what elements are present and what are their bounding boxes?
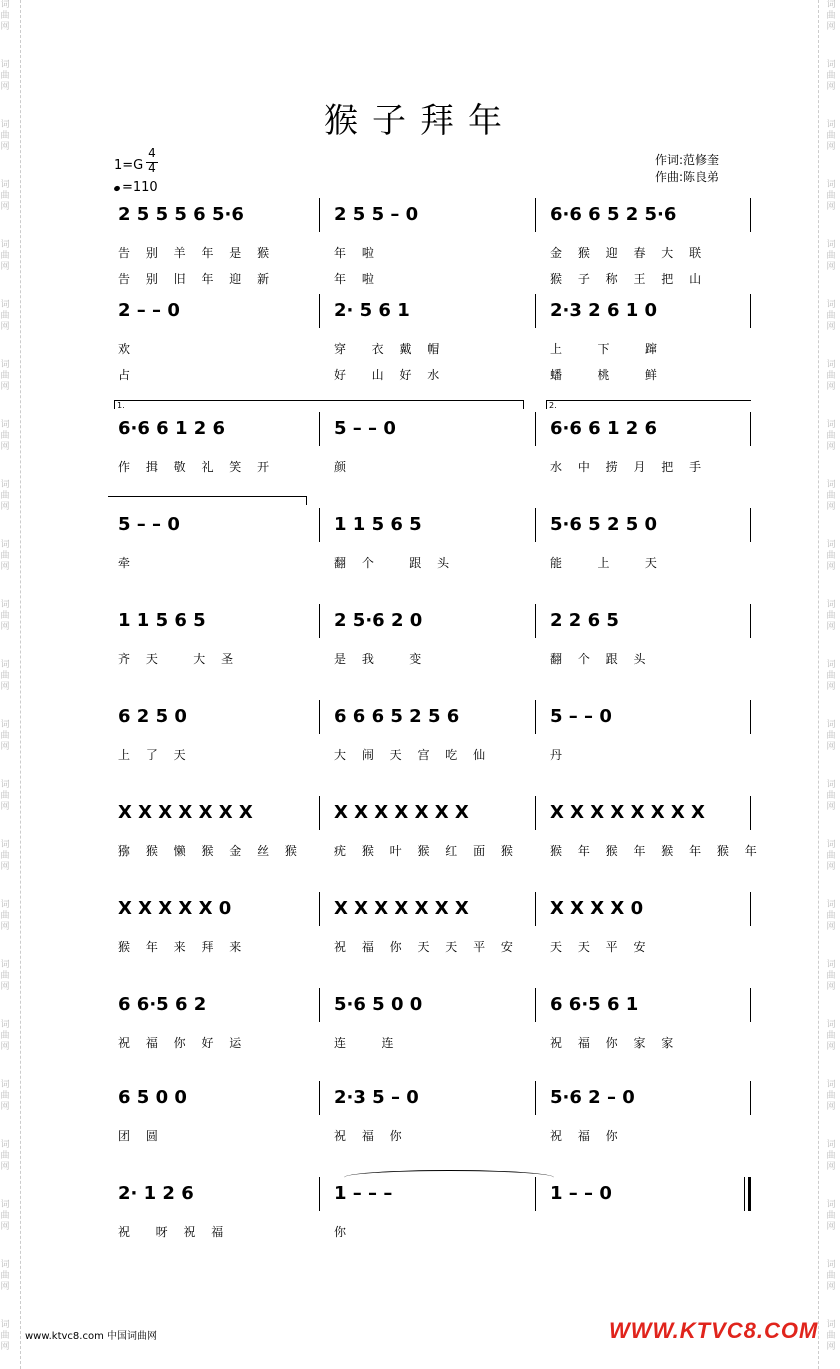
watermark-text: 词 曲 网	[826, 840, 836, 872]
barline	[535, 700, 536, 734]
barline	[535, 604, 536, 638]
right-margin-line	[818, 0, 819, 1369]
left-margin-line	[20, 0, 21, 1369]
barline	[319, 508, 320, 542]
measure-notes: X X X X 0	[550, 898, 644, 919]
measure-notes: 2·3 5 – 0	[334, 1087, 419, 1108]
watermark-text: 词 曲 网	[826, 360, 836, 392]
barline	[319, 294, 320, 328]
barline	[319, 700, 320, 734]
quarter-note-icon	[113, 185, 120, 192]
lyric-line: 年 啦	[334, 272, 380, 286]
watermark-text: 词 曲 网	[0, 1020, 10, 1052]
lyric-line: 祝 福 你	[550, 1129, 624, 1143]
watermark-text: 词 曲 网	[826, 300, 836, 332]
barline	[535, 1081, 536, 1115]
volta-bracket-continuation	[108, 496, 307, 505]
measure-notes: 6 5 0 0	[118, 1087, 187, 1108]
lyric-line: 天 天 平 安	[550, 940, 652, 954]
measure-notes: 6 6 6 5 2 5 6	[334, 706, 460, 727]
watermark-text: 词 曲 网	[826, 600, 836, 632]
lyricist: 作词:范修奎	[655, 153, 720, 167]
lyric-line: 告 别 旧 年 迎 新	[118, 272, 276, 286]
lyric-line: 欢	[118, 342, 137, 356]
measure-notes: 6 6·5 6 1	[550, 994, 639, 1015]
watermark-text: 词 曲 网	[0, 420, 10, 452]
volta-bracket-first	[114, 400, 524, 409]
lyric-line: 丹	[550, 748, 569, 762]
watermark-text: 词 曲 网	[826, 1200, 836, 1232]
watermark-text: 词 曲 网	[0, 540, 10, 572]
measure-notes: 2 5 5 – 0	[334, 204, 419, 225]
barline	[535, 508, 536, 542]
barline	[535, 892, 536, 926]
lyric-line: 猕 猴 懒 猴 金 丝 猴	[118, 844, 303, 858]
composer: 作曲:陈良弟	[655, 170, 720, 184]
barline	[535, 198, 536, 232]
measure-notes: 1 1 5 6 5	[118, 610, 206, 631]
measure-notes: 2 2 6 5	[550, 610, 619, 631]
measure-notes: X X X X X 0	[118, 898, 232, 919]
lyric-line: 牵	[118, 556, 137, 570]
barline	[319, 988, 320, 1022]
lyric-line: 上 下 蹿	[550, 342, 663, 356]
barline	[750, 1081, 751, 1115]
barline	[750, 700, 751, 734]
measure-notes: 1 – – 0	[550, 1183, 612, 1204]
watermark-text: 词 曲 网	[826, 660, 836, 692]
watermark-text: 词 曲 网	[826, 1080, 836, 1112]
lyric-line: 你	[334, 1225, 353, 1239]
final-barline-thin	[744, 1177, 745, 1211]
volta-label-first: 1.	[117, 401, 125, 410]
watermark-text: 词 曲 网	[826, 120, 836, 152]
lyric-line: 蟠 桃 鲜	[550, 368, 663, 382]
lyric-line: 祝 呀 祝 福	[118, 1225, 230, 1239]
lyric-line: 祝 福 你 家 家	[550, 1036, 680, 1050]
barline	[748, 1177, 751, 1211]
measure-notes: X X X X X X X	[334, 802, 469, 823]
watermark-text: 词 曲 网	[826, 1320, 836, 1352]
lyric-line: 占	[118, 368, 137, 382]
barline	[535, 294, 536, 328]
barline	[750, 508, 751, 542]
measure-notes: 2· 1 2 6	[118, 1183, 194, 1204]
measure-notes: 5 – – 0	[550, 706, 612, 727]
barline	[319, 604, 320, 638]
measure-notes: 6 2 5 0	[118, 706, 187, 727]
barline	[750, 796, 751, 830]
watermark-text: 词 曲 网	[0, 1200, 10, 1232]
barline	[319, 1177, 320, 1211]
barline	[535, 796, 536, 830]
watermark-text: 词 曲 网	[0, 900, 10, 932]
barline	[319, 198, 320, 232]
watermark-text: 词 曲 网	[0, 1320, 10, 1352]
lyric-line: 祝 福 你	[334, 1129, 408, 1143]
measure-notes: 6·6 6 5 2 5·6	[550, 204, 677, 225]
watermark-text: 词 曲 网	[0, 840, 10, 872]
key-signature: 1=G	[114, 158, 144, 173]
watermark-text: 词 曲 网	[0, 1140, 10, 1172]
footer-site-text: www.ktvc8.com 中国词曲网	[25, 1331, 158, 1342]
watermark-text: 词 曲 网	[0, 300, 10, 332]
measure-notes: 2 5·6 2 0	[334, 610, 423, 631]
watermark-text: 词 曲 网	[826, 1260, 836, 1292]
lyric-line: 大 闹 天 宫 吃 仙	[334, 748, 492, 762]
watermark-text: 词 曲 网	[0, 1260, 10, 1292]
measure-notes: 5 – – 0	[118, 514, 180, 535]
measure-notes: 5·6 5 2 5 0	[550, 514, 658, 535]
watermark-text: 词 曲 网	[0, 1080, 10, 1112]
watermark-text: 词 曲 网	[0, 240, 10, 272]
tempo-value: =110	[122, 180, 158, 195]
lyric-line: 作 揖 敬 礼 笑 开	[118, 460, 276, 474]
lyric-line: 翻 个 跟 头	[334, 556, 456, 570]
watermark-text: 词 曲 网	[826, 720, 836, 752]
lyric-line: 祝 福 你 天 天 平 安	[334, 940, 519, 954]
measure-notes: 2·3 2 6 1 0	[550, 300, 658, 321]
measure-notes: X X X X X X X	[334, 898, 469, 919]
volta-bracket-second	[546, 400, 751, 409]
watermark-text: 词 曲 网	[0, 720, 10, 752]
watermark-text: 词 曲 网	[0, 60, 10, 92]
tie-arc	[344, 1170, 554, 1185]
lyric-line: 上 了 天	[118, 748, 192, 762]
lyric-line: 团 圆	[118, 1129, 164, 1143]
measure-notes: 1 – – –	[334, 1183, 393, 1204]
watermark-strip-left	[0, 0, 14, 1369]
lyric-line: 祝 福 你 好 运	[118, 1036, 248, 1050]
barline	[319, 892, 320, 926]
volta-label-second: 2.	[549, 401, 557, 410]
watermark-text: 词 曲 网	[826, 900, 836, 932]
measure-notes: X X X X X X X	[118, 802, 253, 823]
lyric-line: 猴 年 猴 年 猴 年 猴 年	[550, 844, 763, 858]
lyric-line: 翻 个 跟 头	[550, 652, 652, 666]
watermark-text: 词 曲 网	[0, 960, 10, 992]
measure-notes: 2· 5 6 1	[334, 300, 410, 321]
measure-notes: 6·6 6 1 2 6	[118, 418, 226, 439]
watermark-text: 词 曲 网	[826, 60, 836, 92]
footer-logo-text: WWW.KTVC8.COM	[609, 1318, 819, 1343]
measure-notes: 5·6 5 0 0	[334, 994, 423, 1015]
measure-notes: 5 – – 0	[334, 418, 396, 439]
barline	[535, 988, 536, 1022]
lyric-line: 猴 子 称 王 把 山	[550, 272, 708, 286]
lyric-line: 金 猴 迎 春 大 联	[550, 246, 708, 260]
lyric-line: 是 我 变	[334, 652, 428, 666]
measure-notes: X X X X X X X X	[550, 802, 705, 823]
lyric-line: 好 山 好 水	[334, 368, 446, 382]
barline	[750, 604, 751, 638]
measure-notes: 2 – – 0	[118, 300, 180, 321]
lyric-line: 年 啦	[334, 246, 380, 260]
lyric-line: 猴 年 来 拜 来	[118, 940, 248, 954]
tempo-mark	[114, 180, 158, 195]
barline	[750, 988, 751, 1022]
measure-notes: 5·6 2 – 0	[550, 1087, 635, 1108]
watermark-text: 词 曲 网	[0, 180, 10, 212]
time-signature-top: 4	[148, 146, 156, 160]
watermark-text: 词 曲 网	[0, 660, 10, 692]
watermark-text: 词 曲 网	[826, 180, 836, 212]
time-signature-divider	[146, 162, 158, 163]
lyric-line: 连 连	[334, 1036, 400, 1050]
lyric-line: 齐 天 大 圣	[118, 652, 240, 666]
watermark-text: 词 曲 网	[0, 780, 10, 812]
watermark-text: 词 曲 网	[0, 600, 10, 632]
time-signature	[145, 146, 159, 176]
lyric-line: 穿 衣 戴 帽	[334, 342, 446, 356]
barline	[750, 892, 751, 926]
watermark-strip-right	[826, 0, 840, 1369]
watermark-text: 词 曲 网	[826, 1140, 836, 1172]
measure-notes: 1 1 5 6 5	[334, 514, 422, 535]
watermark-text: 词 曲 网	[826, 480, 836, 512]
lyric-line: 颜	[334, 460, 353, 474]
watermark-text: 词 曲 网	[826, 540, 836, 572]
measure-notes: 6·6 6 1 2 6	[550, 418, 658, 439]
watermark-text: 词 曲 网	[0, 0, 10, 32]
barline	[750, 294, 751, 328]
watermark-text: 词 曲 网	[826, 960, 836, 992]
lyric-line: 疣 猴 叶 猴 红 面 猴	[334, 844, 519, 858]
barline	[750, 198, 751, 232]
barline	[319, 412, 320, 446]
credits	[655, 152, 719, 186]
watermark-text: 词 曲 网	[826, 780, 836, 812]
measure-notes: 2 5 5 5 6 5·6	[118, 204, 244, 225]
time-signature-bottom: 4	[148, 161, 156, 175]
barline	[750, 412, 751, 446]
measure-notes: 6 6·5 6 2	[118, 994, 207, 1015]
lyric-line: 能 上 天	[550, 556, 663, 570]
watermark-text: 词 曲 网	[826, 1020, 836, 1052]
lyric-line: 水 中 捞 月 把 手	[550, 460, 708, 474]
watermark-text: 词 曲 网	[826, 420, 836, 452]
watermark-text: 词 曲 网	[826, 0, 836, 32]
watermark-text: 词 曲 网	[826, 240, 836, 272]
watermark-text: 词 曲 网	[0, 120, 10, 152]
barline	[319, 796, 320, 830]
barline	[319, 1081, 320, 1115]
lyric-line: 告 别 羊 年 是 猴	[118, 246, 276, 260]
watermark-text: 词 曲 网	[0, 360, 10, 392]
watermark-text: 词 曲 网	[0, 480, 10, 512]
barline	[535, 412, 536, 446]
song-title: 猴子拜年	[324, 101, 516, 141]
